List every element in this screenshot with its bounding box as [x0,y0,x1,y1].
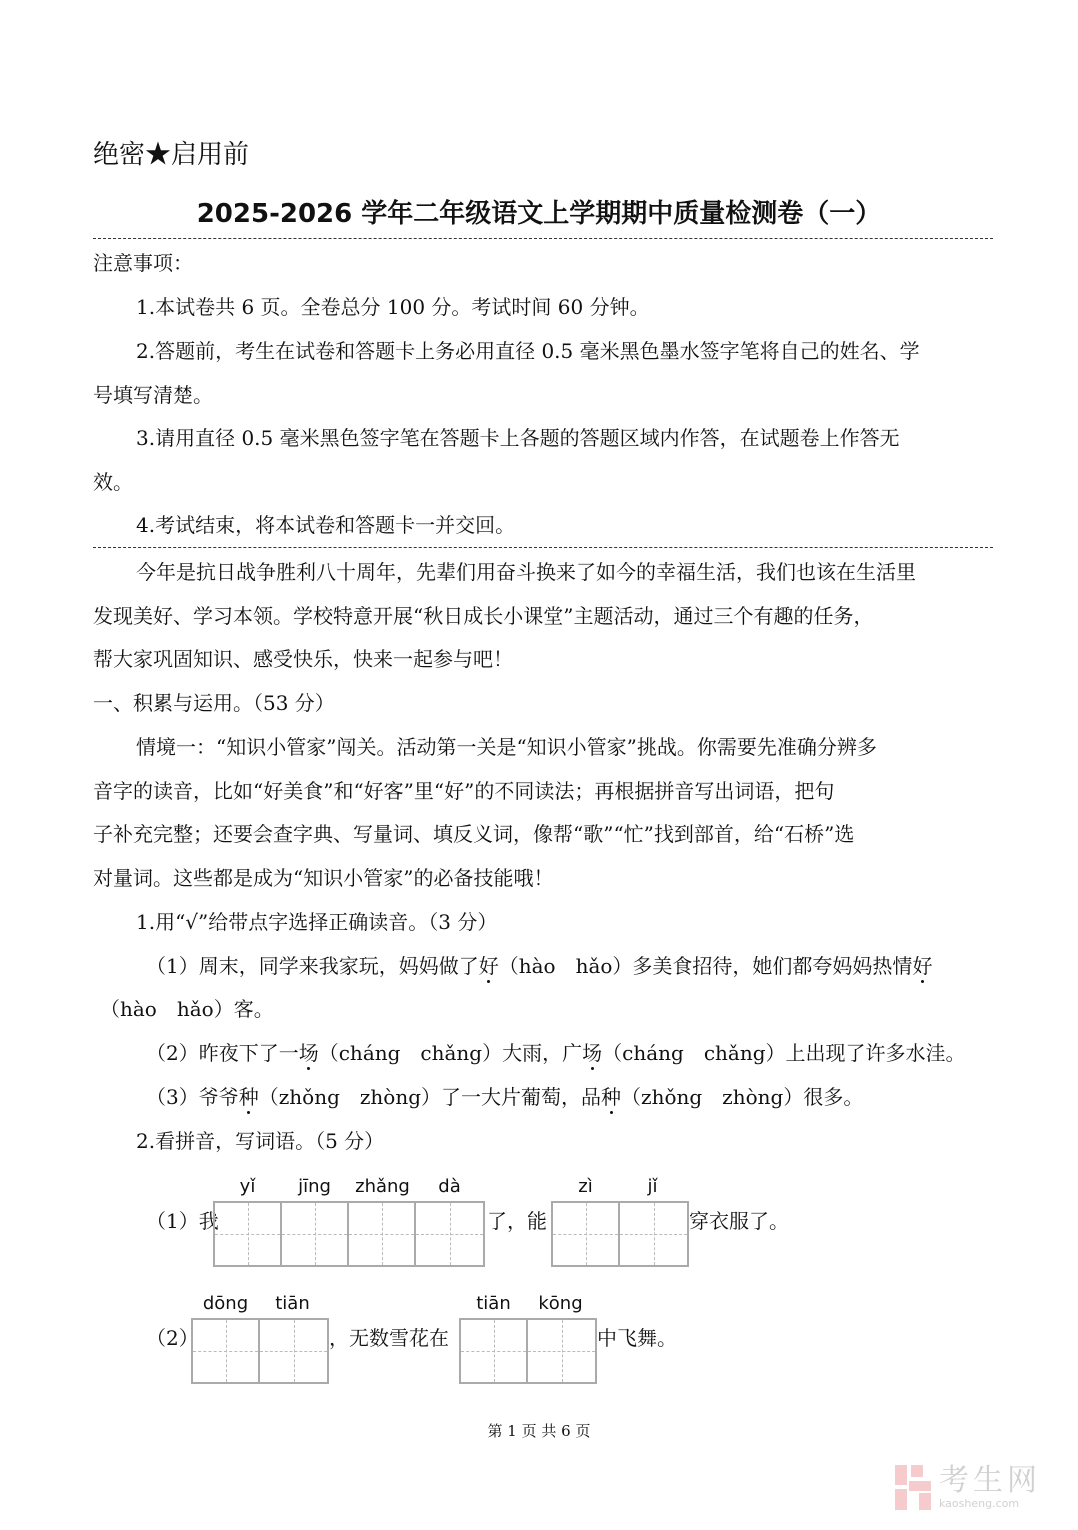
writing-grid[interactable] [213,1201,485,1267]
text: （zhǒng zhòng）很多。 [621,1085,864,1109]
intro-text: 发现美好、学习本领。学校特意开展“秋日成长小课堂”主题活动，通过三个有趣的任务， [93,604,874,628]
dotted-char: 场 [582,1041,603,1065]
notice-item: 2.答题前，考生在试卷和答题卡上务必用直径 0.5 毫米黑色墨水签字笔将自己的姓名、学 [136,339,920,363]
question-1-item-1 [146,953,932,979]
pinyin: yǐ [239,1176,256,1197]
text: （3）爷爷 [146,1085,239,1109]
pinyin: kōng [538,1293,583,1314]
intro-text: 今年是抗日战争胜利八十周年，先辈们用奋斗换来了如今的幸福生活，我们也该在生活里 [136,560,916,584]
writing-grid[interactable] [551,1201,689,1267]
pinyin: tiān [476,1293,511,1314]
pinyin: zì [578,1176,593,1197]
notice-item: 3.请用直径 0.5 毫米黑色签字笔在答题卡上各题的答题区域内作答，在试题卷上作答无 [136,426,900,450]
row-2-end: 中飞舞。 [597,1326,677,1350]
question-2-prompt: 2.看拼音，写词语。（5 分） [136,1129,385,1153]
row-1-end: 穿衣服了。 [689,1209,789,1233]
pinyin: dōng [202,1293,249,1314]
dotted-char: 场 [298,1041,319,1065]
text: （hào hǎo）多美食招待，她们都夸妈妈热情 [498,954,913,978]
context-text: 子补充完整；还要会查字典、写量词、填反义词，像帮“歌”“忙”找到部首，给“石桥”选 [93,822,855,846]
context-text: 音字的读音，比如“好美食”和“好客”里“好”的不同读法；再根据拼音写出词语，把句 [93,779,835,803]
text: （cháng chǎng）大雨，广 [318,1041,583,1065]
pinyin: dà [438,1176,461,1197]
page-number: 第 1 页 共 6 页 [487,1422,591,1440]
divider [93,238,993,239]
notice-item: 号填写清楚。 [93,383,213,407]
watermark [895,1465,1041,1510]
row-2-mid: ，无数雪花在 [329,1326,449,1350]
confidential-mark: 绝密★启用前 [93,140,250,170]
notice-heading: 注意事项： [93,251,193,275]
writing-grid[interactable] [459,1318,597,1384]
pinyin: tiān [275,1293,310,1314]
context-text: 对量词。这些都是成为“知识小管家”的必备技能哦！ [93,866,554,890]
row-1-mid: 了，能 [487,1209,547,1233]
dotted-char: 好 [912,954,933,978]
page-title: 2025-2026 学年二年级语文上学期期中质量检测卷（一） [196,199,882,229]
pinyin: jǐ [647,1176,658,1197]
pinyin: zhǎng [355,1176,410,1197]
row-1-label: （1）我 [146,1209,219,1233]
dotted-char: 好 [478,954,499,978]
dotted-char: 种 [601,1085,622,1109]
writing-grid[interactable] [191,1318,329,1384]
divider [93,547,993,548]
notice-item: 效。 [93,470,133,494]
text: （cháng chǎng）上出现了许多水洼。 [602,1041,966,1065]
question-1-prompt: 1.用“√”给带点字选择正确读音。（3 分） [136,910,498,934]
context-text: 情境一：“知识小管家”闯关。活动第一关是“知识小管家”挑战。你需要先准确分辨多 [136,735,877,759]
question-1-item-2 [146,1040,966,1066]
text: （zhǒng zhòng）了一大片葡萄，品 [258,1085,602,1109]
question-1-item-1-cont: （hào hǎo）客。 [100,997,274,1021]
watermark-text: 考生网 [939,1463,1041,1498]
row-2-label: （2） [146,1326,199,1350]
question-1-item-3 [146,1084,863,1110]
text: （2）昨夜下了一 [146,1041,299,1065]
pinyin: jīng [298,1176,331,1197]
intro-text: 帮大家巩固知识、感受快乐，快来一起参与吧！ [93,647,513,671]
watermark-url: kaosheng.com [939,1497,1020,1510]
dotted-char: 种 [238,1085,259,1109]
section-heading: 一、积累与运用。（53 分） [93,691,335,715]
notice-item: 4.考试结束，将本试卷和答题卡一并交回。 [136,513,516,537]
watermark-logo-icon [895,1465,931,1510]
text: （1）周末，同学来我家玩，妈妈做了 [146,954,479,978]
notice-item: 1.本试卷共 6 页。全卷总分 100 分。考试时间 60 分钟。 [136,295,650,319]
